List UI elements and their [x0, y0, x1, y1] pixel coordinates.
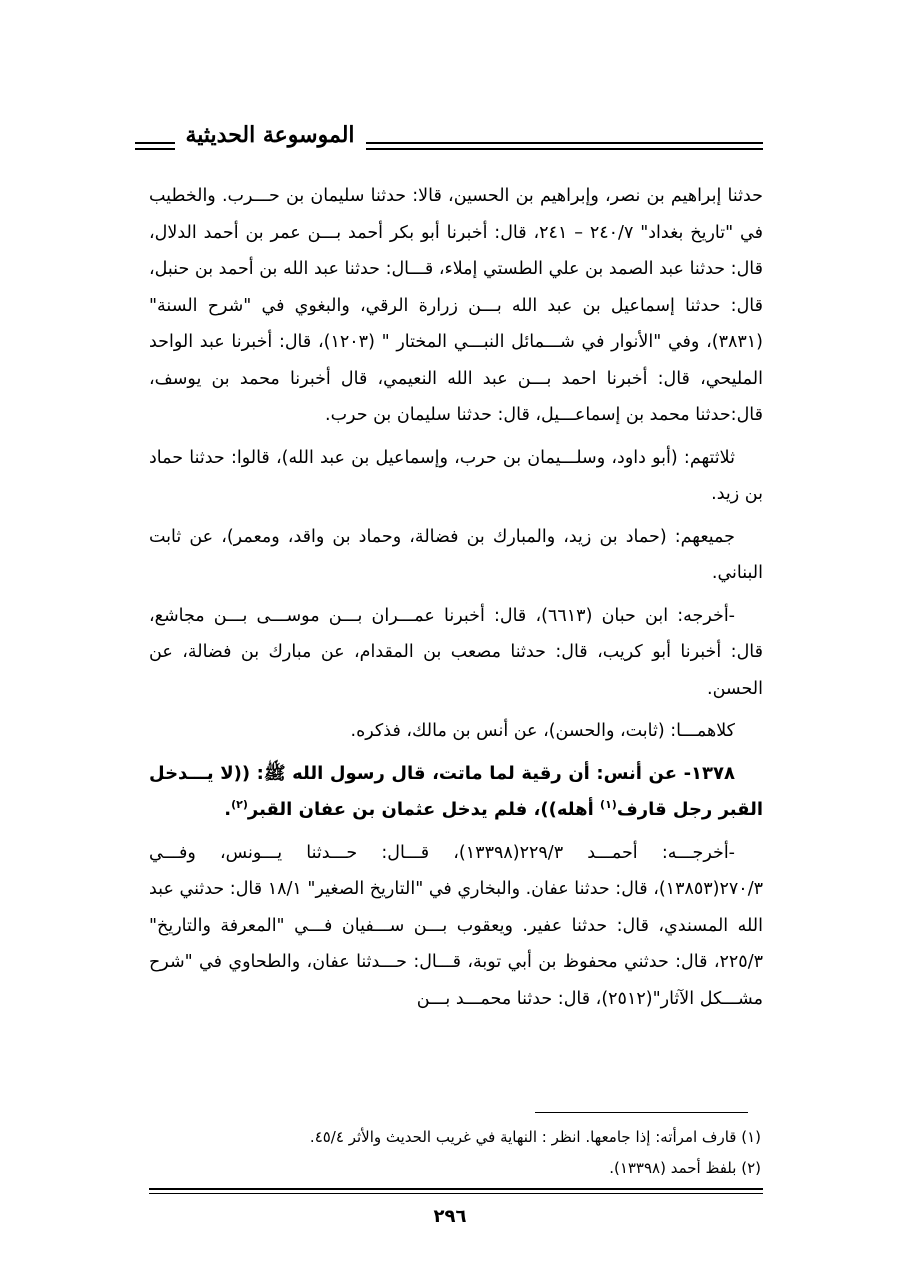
header-rule-left	[135, 142, 175, 144]
paragraph-ibn-hibban: -أخرجه: ابن حبان (٦٦١٣)، قال: أخبرنا عمـــران بـــن موســـى بـــن مجاشع، قال: أخبرنا أبو كريب، قال: حدثنا مصعب بن المقدام، عن مبارك بن فضالة، عن الحسن.	[149, 605, 763, 699]
hadith-1378	[149, 756, 763, 829]
paragraph-ahmad-takhrij: -أخرجـــه: أحمـــد ٢٢٩/٣(١٣٣٩٨)، قـــال: حـــدثنا يـــونس، وفـــي ٢٧٠/٣(١٣٨٥٣)، قال: حدثنا عفان. والبخاري في "التاريخ الصغير" ١٨/١ قال: حدثني عبد الله المسندي، قال: حدثنا عفير. ويعقوب بـــن ســـفيان فـــي "المعرفة والتاريخ" ٢٢٥/٣، قال: حدثني محفوظ بن أبي توبة، قـــال: حـــدثنا عفان، والطحاوي في "شرح مشـــكل الآثار"(٢٥١٢)، قال: حدثنا محمـــد بـــن	[149, 842, 763, 1009]
paragraph-jamiuhum: جميعهم: (حماد بن زيد، والمبارك بن فضالة، وحماد بن واقد، ومعمر)، عن ثابت البناني.	[149, 526, 763, 583]
hadith-text-part1: ١٣٧٨- عن أنس: أن رقية لما ماتت، قال رسول الله ﷺ: ((لا يـــدخل القبر رجل قارف	[149, 762, 763, 820]
paragraph-kilahuma: كلاهمـــا: (ثابت، والحسن)، عن أنس بن مالك، فذكره.	[350, 721, 735, 741]
page-number: ٢٩٦	[433, 1206, 467, 1227]
footnote-1: (١) قارف امرأته: إذا جامعها. انظر : النهاية في غريب الحديث والأثر ٤٥/٤.	[309, 1128, 761, 1146]
footnote-ref-1[interactable]: (١)	[600, 798, 617, 811]
footnote-ref-2[interactable]: (٢)	[231, 798, 248, 811]
hadith-text-part2: أهله))، فلم يدخل عثمان بن عفان القبر	[247, 799, 601, 820]
footnotes	[149, 1122, 761, 1184]
paragraph-thalathatuhum: ثلاثتهم: (أبو داود، وسلـــيمان بن حرب، وإسماعيل بن عبد الله)، قالوا: حدثنا حماد بن زيد.	[149, 447, 763, 504]
main-text	[149, 178, 763, 1017]
running-header-title: الموسوعة الحديثية	[185, 122, 355, 148]
paragraph-takhrij-1: حدثنا إبراهيم بن نصر، وإبراهيم بن الحسين، قالا: حدثنا سليمان بن حـــرب. والخطيب في "تاريخ بغداد" ٢٤٠/٧ – ٢٤١، قال: أخبرنا أبو بكر أحمد بـــن عمر بن أحمد الدلال، قال: حدثنا عبد الصمد بن علي الطستي إملاء، قـــال: حدثنا عبد الله بن أحمد بن حنبل، قال: حدثنا إسماعيل بن عبد الله بـــن زرارة الرقي، والبغوي في "شرح السنة" (٣٨٣١)، وفي "الأنوار في شـــمائل النبـــي المختار " (١٢٠٣)، قال: أخبرنا عبد الواحد المليحي، قال: أخبرنا احمد بـــن عبد الله النعيمي، قال أخبرنا محمد بن يوسف، قال:حدثنا محمد بن إسماعـــيل، قال: حدثنا سليمان بن حرب.	[149, 186, 763, 425]
footer-rule	[149, 1188, 763, 1190]
footer-rule-thin	[149, 1193, 763, 1194]
hadith-text-end: .	[224, 799, 232, 820]
footnote-2: (٢) بلفظ أحمد (١٣٣٩٨).	[609, 1159, 761, 1177]
footnote-separator	[535, 1112, 748, 1113]
header-rule-right	[366, 142, 763, 144]
